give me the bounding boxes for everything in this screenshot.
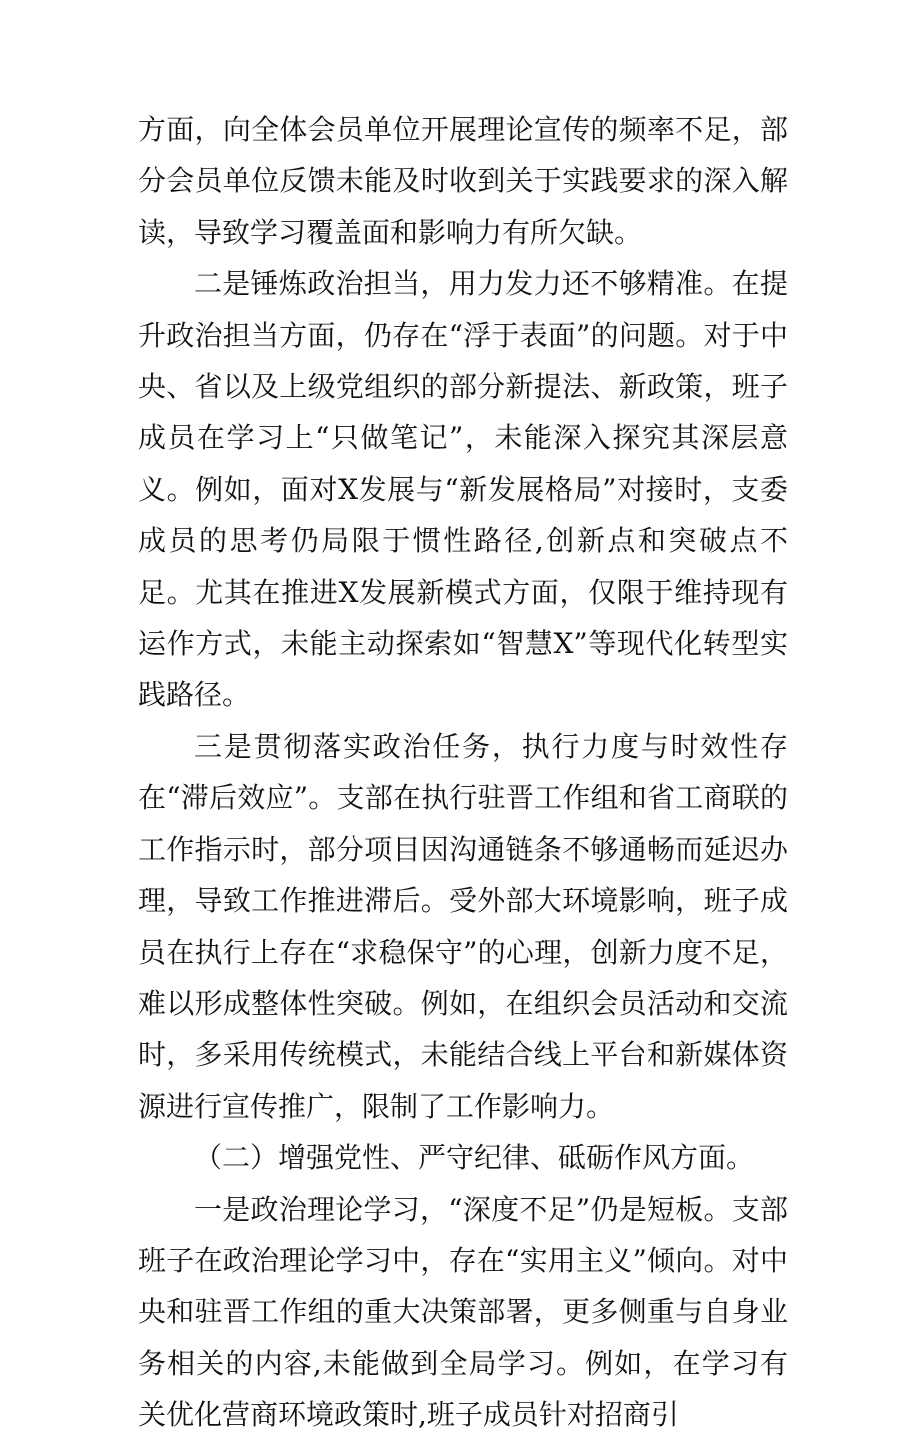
section-heading: （二）增强党性、严守纪律、砥砺作风方面。 [194, 1141, 755, 1175]
paragraph-political-responsibility: 二是锤炼政治担当，用力发力还不够精准。在提升政治担当方面，仍存在“浮于表面”的问题。对于中央、省以及上级党组织的部分新提法、新政策，班子成员在学习上“只做笔记”，未能深入探究其深层意义。例如，面对X发展与“新发展格局”对接时，支委成员的思考仍局限于惯性路径,创新点和突破点不足。尤其在推进X发展新模式方面，仅限于维持现有运作方式，未能主动探索如“智慧X”等现代化转型实践路径。 [138, 267, 788, 712]
paragraph-political-tasks: 三是贯彻落实政治任务，执行力度与时效性存在“滞后效应”。支部在执行驻晋工作组和省工商联的工作指示时，部分项目因沟通链条不够通畅而延迟办理，导致工作推进滞后。受外部大环境影响，班子成员在执行上存在“求稳保守”的心理，创新力度不足，难以形成整体性突破。例如，在组织会员活动和交流时，多采用传统模式，未能结合线上平台和新媒体资源进行宣传推广，限制了工作影响力。 [138, 729, 788, 1123]
paragraph-continuation: 方面，向全体会员单位开展理论宣传的频率不足，部分会员单位反馈未能及时收到关于实践要求的深入解读，导致学习覆盖面和影响力有所欠缺。 [138, 113, 788, 249]
document-body [138, 104, 788, 1441]
paragraph-theory-study: 一是政治理论学习，“深度不足”仍是短板。支部班子在政治理论学习中，存在“实用主义”倾向。对中央和驻晋工作组的重大决策部署，更多侧重与自身业务相关的内容,未能做到全局学习。例如，在学习有关优化营商环境政策时,班子成员针对招商引 [138, 1192, 788, 1432]
